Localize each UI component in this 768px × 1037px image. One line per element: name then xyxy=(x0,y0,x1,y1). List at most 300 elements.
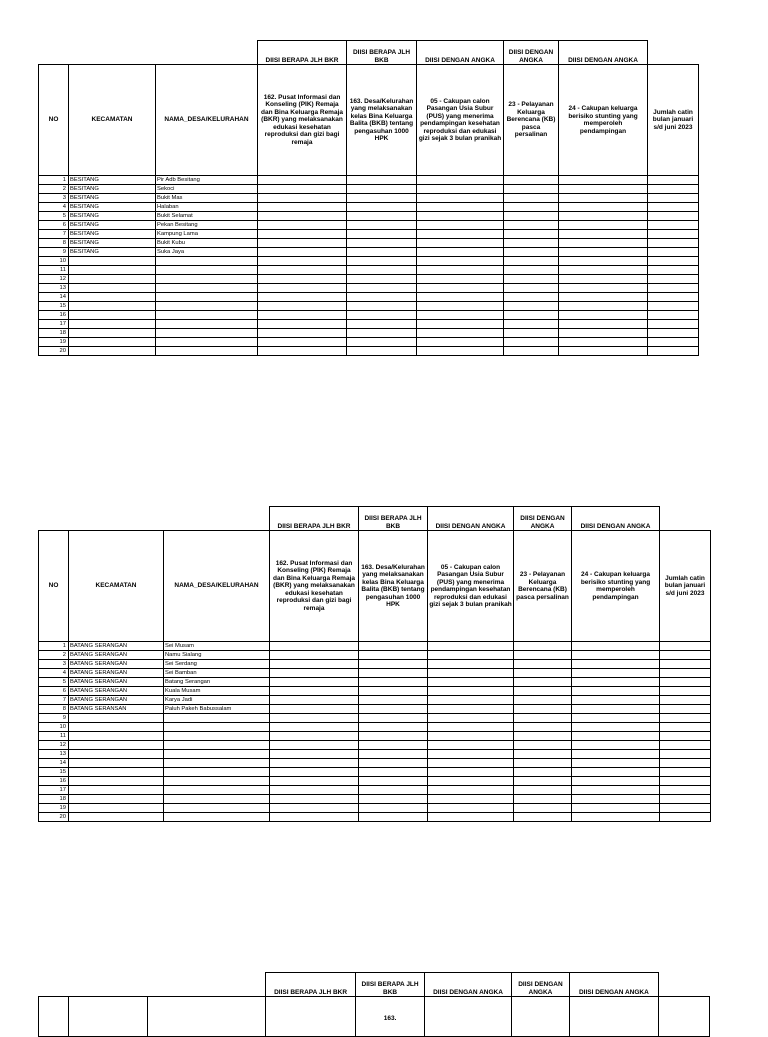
empty-cell xyxy=(514,732,572,741)
empty-cell xyxy=(648,239,699,248)
empty-cell xyxy=(648,176,699,185)
empty-cell xyxy=(417,248,504,257)
desa-cell xyxy=(156,338,258,347)
desa-cell: Suka Jaya xyxy=(156,248,258,257)
empty-cell xyxy=(258,176,347,185)
empty-cell xyxy=(504,239,559,248)
table-row xyxy=(39,687,711,696)
empty-cell xyxy=(648,347,699,356)
col-header-jumlah: Jumlah catin bulan januari s/d juni 2023 xyxy=(648,65,699,176)
empty-cell xyxy=(660,786,711,795)
kecamatan-cell: BATANG SERANGAN xyxy=(69,696,164,705)
no-cell: 1 xyxy=(39,176,69,185)
top-label-angka-1: DIISI DENGAN ANGKA xyxy=(425,973,512,997)
empty-cell xyxy=(572,759,660,768)
empty-cell xyxy=(572,741,660,750)
empty-cell xyxy=(417,194,504,203)
desa-cell xyxy=(164,777,270,786)
no-cell: 8 xyxy=(39,705,69,714)
empty-cell xyxy=(359,777,428,786)
empty-cell xyxy=(660,651,711,660)
desa-cell xyxy=(156,275,258,284)
empty-cell xyxy=(572,777,660,786)
empty-cell xyxy=(504,185,559,194)
kecamatan-cell xyxy=(69,732,164,741)
kecamatan-cell xyxy=(69,795,164,804)
kecamatan-cell xyxy=(69,338,156,347)
empty-cell xyxy=(270,696,359,705)
empty-cell xyxy=(504,257,559,266)
empty-cell xyxy=(270,741,359,750)
empty-cell xyxy=(347,275,417,284)
empty-cell xyxy=(504,320,559,329)
empty-cell xyxy=(270,777,359,786)
empty-cell xyxy=(648,266,699,275)
desa-cell xyxy=(156,311,258,320)
desa-cell xyxy=(164,768,270,777)
table-row xyxy=(39,284,699,293)
empty-cell xyxy=(648,311,699,320)
empty-cell xyxy=(572,723,660,732)
kecamatan-cell xyxy=(69,804,164,813)
no-cell: 20 xyxy=(39,347,69,356)
col-header-desa: NAMA_DESA/KELURAHAN xyxy=(164,531,270,642)
empty-cell xyxy=(417,293,504,302)
empty-cell xyxy=(417,203,504,212)
empty-cell xyxy=(428,705,514,714)
empty-cell xyxy=(559,194,648,203)
kecamatan-cell: BATANG SERANGAN xyxy=(69,669,164,678)
empty-cell xyxy=(572,768,660,777)
no-cell: 3 xyxy=(39,660,69,669)
top-label-angka-3: DIISI DENGAN ANGKA xyxy=(570,973,659,997)
table-row xyxy=(39,741,711,750)
sheet-table-2 xyxy=(38,506,711,822)
empty-cell xyxy=(270,678,359,687)
table-row xyxy=(39,194,699,203)
kecamatan-cell: BATANG SERANSAN xyxy=(69,705,164,714)
no-cell: 11 xyxy=(39,266,69,275)
empty-cell xyxy=(359,669,428,678)
empty-cell xyxy=(417,320,504,329)
kecamatan-cell xyxy=(69,284,156,293)
no-cell: 13 xyxy=(39,284,69,293)
empty-cell xyxy=(347,347,417,356)
no-cell: 5 xyxy=(39,678,69,687)
empty-cell xyxy=(270,795,359,804)
empty-cell xyxy=(347,293,417,302)
empty-cell xyxy=(514,813,572,822)
empty-cell xyxy=(572,804,660,813)
kecamatan-cell xyxy=(69,768,164,777)
empty-cell xyxy=(347,302,417,311)
empty-cell xyxy=(504,275,559,284)
desa-cell xyxy=(156,347,258,356)
empty-cell xyxy=(572,732,660,741)
empty-cell xyxy=(270,732,359,741)
empty-cell xyxy=(417,185,504,194)
empty-cell xyxy=(648,275,699,284)
empty-cell xyxy=(359,642,428,651)
desa-cell xyxy=(156,329,258,338)
empty-cell xyxy=(428,723,514,732)
empty-cell xyxy=(428,660,514,669)
kecamatan-cell xyxy=(69,347,156,356)
empty-cell xyxy=(428,732,514,741)
empty-cell xyxy=(514,651,572,660)
col-header-23: 23 - Pelayanan Keluarga Berencana (KB) pasca persalinan xyxy=(514,531,572,642)
desa-cell: Bukit Selamat xyxy=(156,212,258,221)
empty-cell xyxy=(559,284,648,293)
empty-cell xyxy=(559,320,648,329)
empty-cell xyxy=(359,714,428,723)
empty-cell xyxy=(359,741,428,750)
desa-cell: Kuala Musam xyxy=(164,687,270,696)
empty-cell xyxy=(660,687,711,696)
desa-cell xyxy=(164,759,270,768)
table-row xyxy=(39,651,711,660)
empty-cell xyxy=(428,759,514,768)
table-row xyxy=(39,759,711,768)
kecamatan-cell: BESITANG xyxy=(69,248,156,257)
empty-cell xyxy=(504,347,559,356)
empty-cell xyxy=(359,678,428,687)
no-cell: 18 xyxy=(39,329,69,338)
desa-cell: Pekan Besitang xyxy=(156,221,258,230)
table-row xyxy=(39,714,711,723)
empty-cell xyxy=(359,804,428,813)
empty-cell xyxy=(270,813,359,822)
kecamatan-cell: BESITANG xyxy=(69,221,156,230)
empty-cell xyxy=(270,804,359,813)
data-table-1 xyxy=(38,40,699,356)
no-cell: 10 xyxy=(39,723,69,732)
no-cell: 8 xyxy=(39,239,69,248)
empty-cell xyxy=(347,257,417,266)
empty-cell xyxy=(660,813,711,822)
desa-cell xyxy=(164,804,270,813)
kecamatan-cell xyxy=(69,257,156,266)
table-row xyxy=(39,678,711,687)
empty-cell xyxy=(359,660,428,669)
desa-cell xyxy=(164,750,270,759)
empty-cell xyxy=(270,759,359,768)
no-cell: 1 xyxy=(39,642,69,651)
kecamatan-cell xyxy=(69,293,156,302)
empty-cell xyxy=(648,185,699,194)
empty-cell xyxy=(347,338,417,347)
empty-cell xyxy=(258,311,347,320)
table-row xyxy=(39,248,699,257)
no-cell: 16 xyxy=(39,311,69,320)
empty-cell xyxy=(572,642,660,651)
empty-cell xyxy=(660,804,711,813)
sheet-table-3 xyxy=(38,972,710,1037)
empty-cell xyxy=(572,678,660,687)
empty-cell xyxy=(347,248,417,257)
empty-cell xyxy=(572,669,660,678)
kecamatan-cell: BATANG SERANGAN xyxy=(69,660,164,669)
empty-cell xyxy=(270,714,359,723)
empty-cell xyxy=(660,759,711,768)
empty-cell xyxy=(504,212,559,221)
desa-cell xyxy=(164,786,270,795)
empty-cell xyxy=(258,266,347,275)
empty-cell xyxy=(417,338,504,347)
desa-cell xyxy=(164,732,270,741)
empty-cell xyxy=(514,750,572,759)
empty-cell xyxy=(428,795,514,804)
empty-cell xyxy=(660,660,711,669)
desa-cell: Bukit Kubu xyxy=(156,239,258,248)
top-label-bkb: DIISI BERAPA JLH BKB xyxy=(347,41,417,65)
empty-cell xyxy=(572,660,660,669)
no-cell: 15 xyxy=(39,768,69,777)
no-cell: 4 xyxy=(39,203,69,212)
empty-cell xyxy=(648,212,699,221)
empty-cell xyxy=(347,266,417,275)
no-cell: 7 xyxy=(39,696,69,705)
no-cell: 10 xyxy=(39,257,69,266)
empty-cell xyxy=(514,642,572,651)
empty-cell xyxy=(514,714,572,723)
table-row xyxy=(39,329,699,338)
empty-cell xyxy=(347,212,417,221)
no-cell: 13 xyxy=(39,750,69,759)
empty-cell xyxy=(270,651,359,660)
kecamatan-cell xyxy=(69,759,164,768)
table-row xyxy=(39,705,711,714)
col-header-163-partial: 163. xyxy=(355,997,424,1037)
empty-cell xyxy=(417,329,504,338)
header-top-row xyxy=(39,507,711,531)
empty-cell xyxy=(572,705,660,714)
empty-cell xyxy=(270,750,359,759)
table-row xyxy=(39,750,711,759)
empty-cell xyxy=(504,248,559,257)
empty-cell xyxy=(258,302,347,311)
table-row xyxy=(39,320,699,329)
empty-cell xyxy=(559,248,648,257)
empty-cell xyxy=(258,275,347,284)
empty-cell xyxy=(258,194,347,203)
empty-cell xyxy=(258,212,347,221)
col-header-23: 23 - Pelayanan Keluarga Berencana (KB) pasca persalinan xyxy=(504,65,559,176)
empty-cell xyxy=(660,669,711,678)
table-row xyxy=(39,275,699,284)
empty-cell xyxy=(514,759,572,768)
empty-cell xyxy=(258,239,347,248)
desa-cell: Karya Jadi xyxy=(164,696,270,705)
empty-cell xyxy=(347,194,417,203)
kecamatan-cell xyxy=(69,266,156,275)
kecamatan-cell xyxy=(69,714,164,723)
kecamatan-cell xyxy=(69,741,164,750)
empty-cell xyxy=(648,329,699,338)
top-label-angka-1: DIISI DENGAN ANGKA xyxy=(428,507,514,531)
empty-cell xyxy=(572,750,660,759)
sheet-table-1 xyxy=(38,40,699,356)
empty-cell xyxy=(417,221,504,230)
empty-cell xyxy=(258,338,347,347)
empty-cell xyxy=(417,275,504,284)
col-header-kecamatan: KECAMATAN xyxy=(69,65,156,176)
header-top-row xyxy=(39,973,710,997)
empty-cell xyxy=(428,804,514,813)
empty-cell xyxy=(660,696,711,705)
empty-cell xyxy=(258,203,347,212)
empty-cell xyxy=(648,248,699,257)
kecamatan-cell: BESITANG xyxy=(69,194,156,203)
empty-cell xyxy=(648,194,699,203)
empty-cell xyxy=(417,302,504,311)
empty-cell xyxy=(572,813,660,822)
empty-cell xyxy=(504,221,559,230)
empty-cell xyxy=(347,230,417,239)
empty-cell xyxy=(504,284,559,293)
empty-cell xyxy=(660,723,711,732)
empty-cell xyxy=(559,230,648,239)
empty-cell xyxy=(572,795,660,804)
empty-cell xyxy=(514,678,572,687)
no-cell: 6 xyxy=(39,221,69,230)
empty-cell xyxy=(504,302,559,311)
desa-cell xyxy=(164,723,270,732)
col-header-no: NO xyxy=(39,65,69,176)
no-cell: 16 xyxy=(39,777,69,786)
empty-cell xyxy=(359,750,428,759)
no-cell: 6 xyxy=(39,687,69,696)
top-label-bkr: DIISI BERAPA JLH BKR xyxy=(258,41,347,65)
empty-cell xyxy=(347,176,417,185)
empty-cell xyxy=(648,338,699,347)
empty-cell xyxy=(428,813,514,822)
top-label-bkb: DIISI BERAPA JLH BKB xyxy=(355,973,424,997)
desa-cell: Sei Serdang xyxy=(164,660,270,669)
empty-cell xyxy=(270,642,359,651)
header-main-row xyxy=(39,531,711,642)
empty-cell xyxy=(660,777,711,786)
no-cell: 14 xyxy=(39,759,69,768)
kecamatan-cell: BESITANG xyxy=(69,176,156,185)
empty-cell xyxy=(417,239,504,248)
top-label-bkb: DIISI BERAPA JLH BKB xyxy=(359,507,428,531)
empty-cell xyxy=(660,642,711,651)
table-row xyxy=(39,185,699,194)
desa-cell: Sei Bamban xyxy=(164,669,270,678)
empty-cell xyxy=(660,750,711,759)
kecamatan-cell xyxy=(69,777,164,786)
no-cell: 20 xyxy=(39,813,69,822)
desa-cell xyxy=(164,741,270,750)
desa-cell: Sei Musam xyxy=(164,642,270,651)
empty-cell xyxy=(359,687,428,696)
empty-cell xyxy=(660,741,711,750)
no-cell: 12 xyxy=(39,275,69,284)
desa-cell: Paluh Pakeh Babussalam xyxy=(164,705,270,714)
empty-cell xyxy=(559,203,648,212)
no-cell: 11 xyxy=(39,732,69,741)
table-row xyxy=(39,257,699,266)
kecamatan-cell xyxy=(69,813,164,822)
empty-cell xyxy=(559,176,648,185)
empty-cell xyxy=(428,741,514,750)
col-header-05: 05 - Cakupan calon Pasangan Usia Subur (PUS) yang menerima pendampingan kesehatan reproduksi dan edukasi gizi sejak 3 bulan pranikah xyxy=(417,65,504,176)
empty-cell xyxy=(258,347,347,356)
empty-cell xyxy=(428,768,514,777)
no-cell: 9 xyxy=(39,248,69,257)
empty-cell xyxy=(270,786,359,795)
top-label-bkr: DIISI BERAPA JLH BKR xyxy=(266,973,356,997)
desa-cell xyxy=(156,293,258,302)
col-header-desa: NAMA_DESA/KELURAHAN xyxy=(156,65,258,176)
desa-cell xyxy=(156,302,258,311)
empty-cell xyxy=(504,266,559,275)
table-row xyxy=(39,768,711,777)
empty-cell xyxy=(660,795,711,804)
empty-cell xyxy=(270,768,359,777)
empty-cell xyxy=(514,786,572,795)
empty-cell xyxy=(559,212,648,221)
empty-cell xyxy=(359,795,428,804)
col-header-kecamatan: KECAMATAN xyxy=(69,531,164,642)
empty-cell xyxy=(559,185,648,194)
empty-cell xyxy=(559,302,648,311)
top-label-angka-1: DIISI DENGAN ANGKA xyxy=(417,41,504,65)
empty-cell xyxy=(660,705,711,714)
empty-cell xyxy=(648,203,699,212)
table-row xyxy=(39,732,711,741)
empty-cell xyxy=(417,284,504,293)
empty-cell xyxy=(258,221,347,230)
empty-cell xyxy=(660,732,711,741)
no-cell: 18 xyxy=(39,795,69,804)
empty-cell xyxy=(504,311,559,320)
empty-cell xyxy=(270,669,359,678)
desa-cell: Pir Adb Besitang xyxy=(156,176,258,185)
table-row xyxy=(39,669,711,678)
empty-cell xyxy=(514,696,572,705)
desa-cell xyxy=(164,813,270,822)
table-row xyxy=(39,696,711,705)
empty-cell xyxy=(504,203,559,212)
desa-cell: Kampung Lama xyxy=(156,230,258,239)
empty-cell xyxy=(559,257,648,266)
desa-cell xyxy=(156,320,258,329)
empty-cell xyxy=(270,687,359,696)
empty-cell xyxy=(572,696,660,705)
empty-cell xyxy=(514,804,572,813)
no-cell: 2 xyxy=(39,185,69,194)
empty-cell xyxy=(504,230,559,239)
empty-cell xyxy=(417,230,504,239)
empty-cell xyxy=(572,651,660,660)
empty-cell xyxy=(572,714,660,723)
empty-cell xyxy=(270,660,359,669)
top-label-angka-2: DIISI DENGAN ANGKA xyxy=(504,41,559,65)
empty-cell xyxy=(359,723,428,732)
empty-cell xyxy=(559,221,648,230)
top-label-bkr: DIISI BERAPA JLH BKR xyxy=(270,507,359,531)
empty-cell xyxy=(504,176,559,185)
no-cell: 15 xyxy=(39,302,69,311)
top-label-angka-3: DIISI DENGAN ANGKA xyxy=(559,41,648,65)
no-cell: 5 xyxy=(39,212,69,221)
empty-cell xyxy=(258,257,347,266)
table-row xyxy=(39,230,699,239)
no-cell: 14 xyxy=(39,293,69,302)
empty-cell xyxy=(347,239,417,248)
